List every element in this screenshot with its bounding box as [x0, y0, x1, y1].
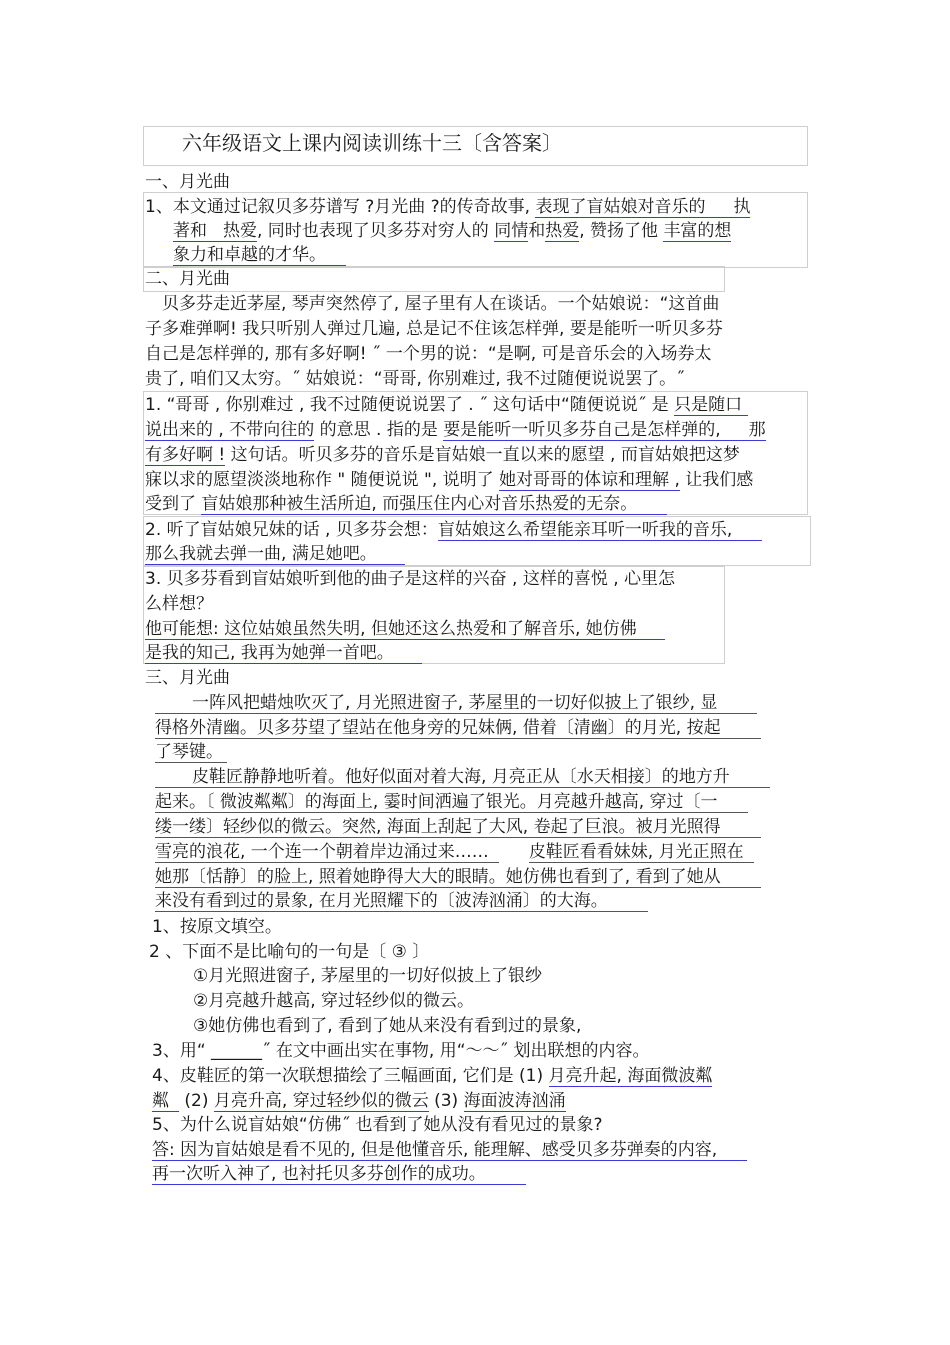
passage-line: 来没有看到过的景象, 在月光照耀下的〔波涛汹涌〕的大海。: [155, 890, 648, 912]
question-text: 5、为什么说盲姑娘“仿佛˝ 也看到了她从没有看见过的景象?: [152, 1115, 603, 1135]
question-text: 粼 (2) 月亮升高, 穿过轻纱似的微云 (3) 海面波涛汹涌: [152, 1091, 566, 1111]
answer-text: 象力和卓越的才华。: [173, 245, 346, 266]
passage-line: 贝多芬走近茅屋, 琴声突然停了, 屋子里有人在谈话。一个姑娘说：“这首曲: [162, 294, 720, 314]
question-text: 说出来的 , 不带向往的 的意思 . 指的是 要是能听一听贝多芬自己是怎样弹的, 那: [145, 420, 766, 440]
passage-line: 一阵风把蜡烛吹灭了, 月光照进窗子, 茅屋里的一切好似披上了银纱, 显: [155, 692, 757, 714]
question-text: 2 、下面不是比喻句的一句是〔 ③ 〕: [149, 942, 430, 962]
answer-line: [152, 1163, 526, 1185]
page-title: 六年级语文上课内阅读训练十三〔含答案〕: [182, 131, 562, 155]
section-heading-1: 一、月光曲: [145, 172, 230, 192]
section-heading-3: 三、月光曲: [145, 668, 230, 688]
answer-text: 丰富的想: [663, 221, 732, 241]
answer-line: [145, 618, 665, 640]
passage-line: 雪亮的浪花, 一个连一个朝着岸边涌过来…… 皮鞋匠看看妹妹, 月光正照在: [155, 841, 754, 863]
answer-text: 盲姑娘这么希望能亲耳听一听我的音乐,: [438, 520, 762, 541]
question-text: 4、皮鞋匠的第一次联想描绘了三幅画面, 它们是 (1) 月亮升起, 海面微波粼: [152, 1066, 713, 1086]
question-text: 1、本文通过记叙贝多芬谱写 ?月光曲 ?的传奇故事, 表现了盲姑娘对音乐的 执: [145, 197, 751, 217]
question-text: 2. 听了盲姑娘兄妹的话 , 贝多芬会想：盲姑娘这么希望能亲耳听一听我的音乐,: [145, 519, 762, 541]
answer-text: 那么我就去弹一曲, 满足她吧。: [145, 544, 405, 565]
passage-line: 得格外清幽。贝多芬望了望站在他身旁的兄妹俩, 借着〔清幽〕的月光, 按起: [155, 717, 761, 739]
passage-line: 皮鞋匠静静地听着。他好似面对着大海, 月亮正从〔水天相接〕的地方升: [155, 766, 770, 788]
answer-text: 有多好啊 !: [145, 445, 226, 465]
heading-box: [143, 266, 725, 292]
answer-text: 说出来的 , 不带向往的: [145, 420, 315, 440]
answer-text: 著和: [173, 221, 207, 241]
answer-text: 那: [721, 420, 766, 441]
answer-text: 粼: [152, 1091, 179, 1112]
answer-text: 同情: [494, 221, 529, 241]
answer-text: 执: [705, 197, 750, 218]
answer-text: 盲姑娘那种被生活所迫, 而强压住内心对音乐热爱的无奈。: [201, 494, 667, 515]
answer-text: 表现了盲姑娘对音乐的: [535, 197, 706, 217]
passage-line: 自己是怎样弹的, 那有多好啊! ˝ 一个男的说：“是啊, 可是音乐会的入场券太: [145, 344, 712, 364]
question-text: 3. 贝多芬看到盲姑娘听到他的曲子是这样的兴奋 , 这样的喜悦 , 心里怎: [145, 569, 676, 589]
option-text: ③她仿佛也看到了, 看到了她从来没有看到过的景象,: [193, 1016, 582, 1036]
question-text: [173, 244, 346, 266]
answer-text: 答: 因为盲姑娘是看不见的, 但是他懂音乐, 能理解、感受贝多芬弹奏的内容,: [152, 1140, 747, 1161]
passage-line: 贵了, 咱们又太穷。˝ 姑娘说：“哥哥, 你别难过, 我不过随便说说罢了。˝: [145, 369, 685, 389]
question-text: 3、用“ ______˝ 在文中画出实在事物, 用“～～˝ 划出联想的内容。: [152, 1041, 650, 1061]
passage-line: 子多难弹啊! 我只听别人弹过几遍, 总是记不住该怎样弹, 要是能听一听贝多芬: [145, 319, 723, 339]
answer-text: 月亮升起, 海面微波粼: [548, 1066, 713, 1086]
answer-text: 他可能想: 这位姑娘虽然失明, 但她还这么热爱和了解音乐, 她仿佛: [145, 619, 665, 640]
option-text: ①月光照进窗子, 茅屋里的一切好似披上了银纱: [193, 966, 543, 986]
question-text: 寐以求的愿望淡淡地称作 " 随便说说 ", 说明了 她对哥哥的体谅和理解 , 让我们感: [145, 470, 754, 490]
question-text: 著和 热爱, 同时也表现了贝多芬对穷人的 同情和热爱, 赞扬了他 丰富的想: [173, 221, 732, 241]
question-text: 有多好啊 ! 这句话。听贝多芬的音乐是盲姑娘一直以来的愿望 , 而盲姑娘把这梦: [145, 445, 740, 465]
answer-text: 要是能听一听贝多芬自己是怎样弹的,: [443, 420, 721, 440]
passage-line: 缕一缕〕轻纱似的微云。突然, 海面上刮起了大风, 卷起了巨浪。被月光照得: [155, 816, 761, 838]
question-text: 1、按原文填空。: [152, 917, 282, 937]
question-text: 么样想？: [145, 594, 213, 614]
answer-text: 她对哥哥的体谅和理解 ,: [499, 470, 680, 490]
passage-line: 了琴键。: [155, 741, 227, 763]
passage-line: 她那〔恬静〕的脸上, 照着她睁得大大的眼睛。她仿佛也看到了, 看到了她从: [155, 866, 761, 888]
answer-line: [145, 642, 422, 664]
passage-line: 起来。〔 微波粼粼〕的海面上, 霎时间洒遍了银光。月亮越升越高, 穿过〔一: [155, 791, 748, 813]
question-text: 1. “哥哥 , 你别难过 , 我不过随便说说罢了 . ˝ 这句话中“随便说说˝ 是 只是随口: [145, 394, 748, 416]
answer-text: 热爱: [545, 221, 580, 241]
answer-line: [152, 1139, 747, 1161]
answer-text: 再一次听入神了, 也衬托贝多芬创作的成功。: [152, 1164, 526, 1185]
answer-text: 月亮升高, 穿过轻纱似的微云: [213, 1091, 429, 1111]
section-heading-2: 二、月光曲: [145, 269, 230, 289]
question-text: 受到了 盲姑娘那种被生活所迫, 而强压住内心对音乐热爱的无奈。: [145, 493, 667, 515]
answer-text: 只是随口: [674, 395, 748, 416]
answer-text: 海面波涛汹涌: [463, 1091, 566, 1111]
answer-text: 是我的知己, 我再为她弹一首吧。: [145, 643, 422, 664]
question-text: [145, 543, 405, 565]
option-text: ②月亮越升越高, 穿过轻纱似的微云。: [193, 991, 475, 1011]
answer-text: 热爱: [207, 221, 257, 242]
